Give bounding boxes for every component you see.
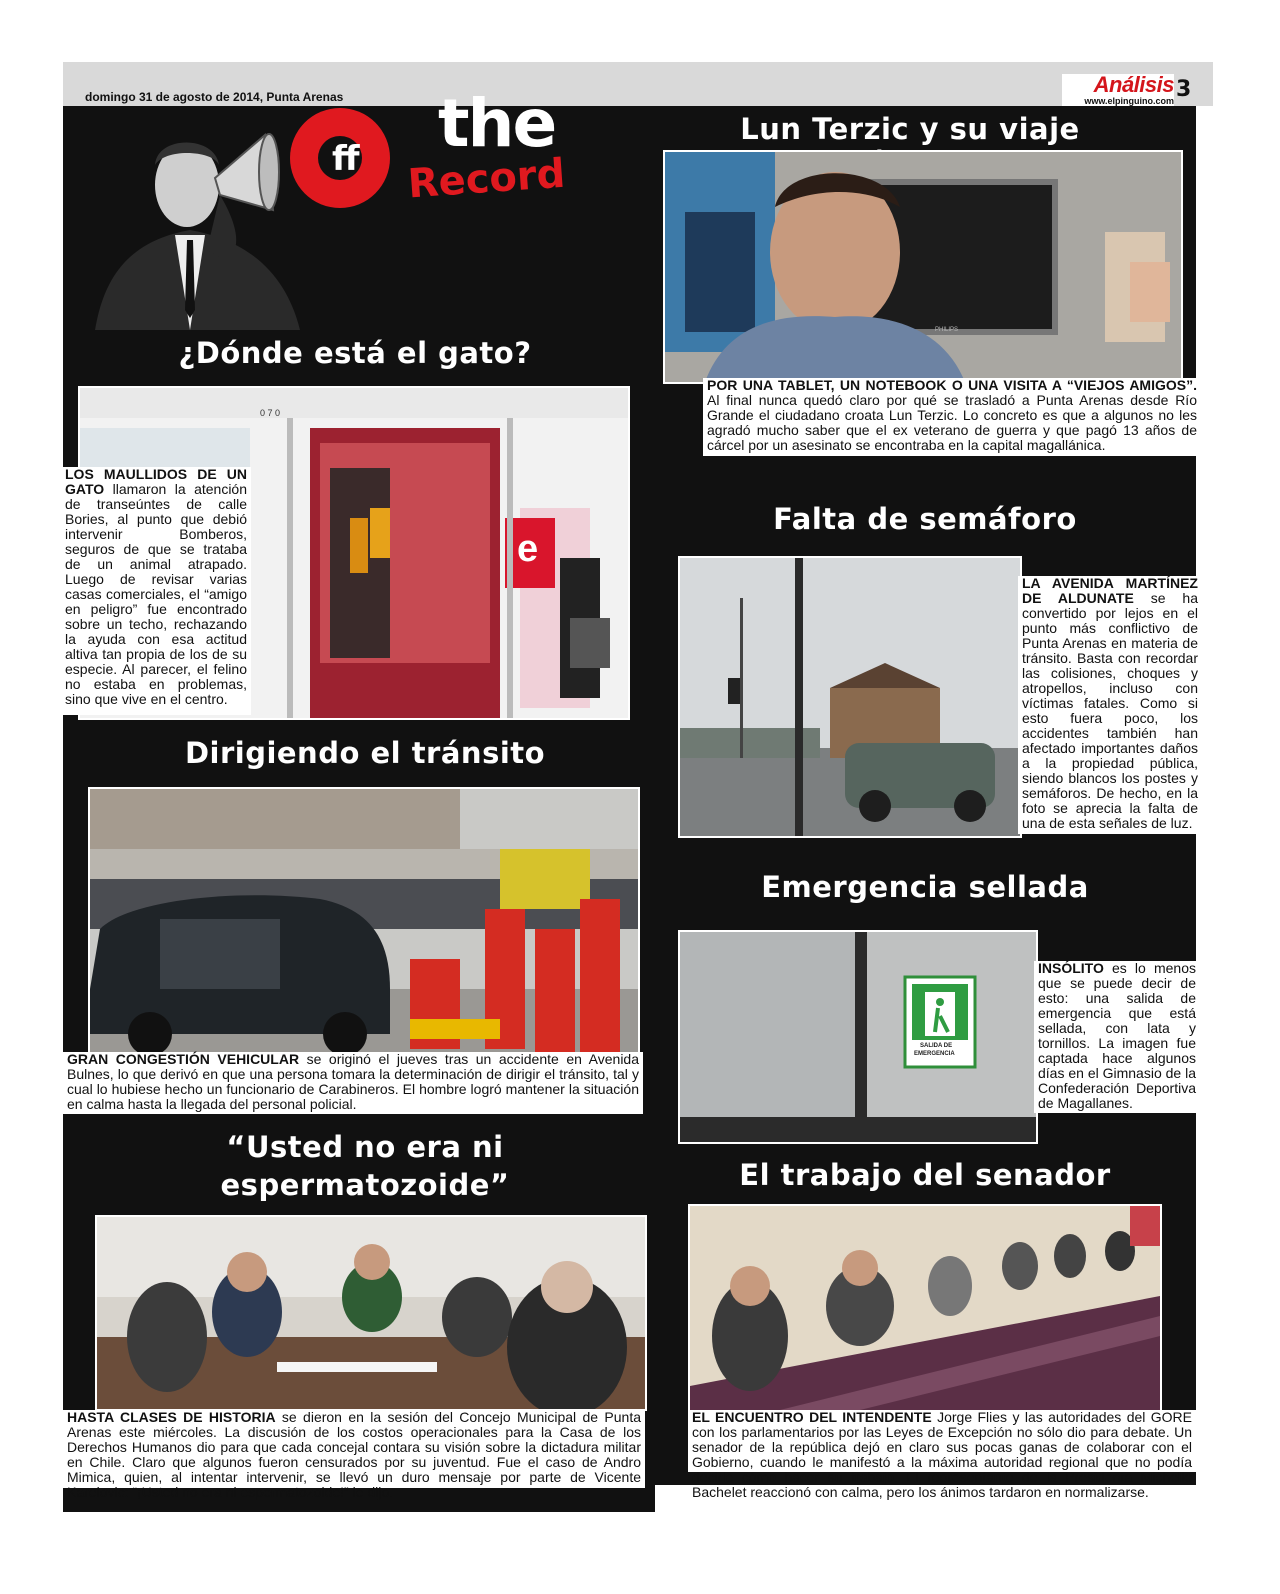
exit-sign-text-1: SALIDA DE xyxy=(920,1043,953,1049)
caption-gato xyxy=(63,467,251,715)
caption-semaforo-lead: LA AVENIDA MARTÍNEZ DE ALDUNATE xyxy=(1022,575,1198,606)
photo-council-meeting xyxy=(95,1215,647,1411)
headline-transito: Dirigiendo el tránsito xyxy=(184,736,546,770)
caption-transito xyxy=(63,1052,643,1114)
caption-senador-body: Jorge Flies y las autoridades del GORE con los parlamentarios por las Leyes de Excepción no sólo dio para debate. Un senador de la república dejó en claro sus pocas ganas de colaborar con el Gobierno, cuando le manifestó a la máxima autoridad regional que no podía decirle cómo hacer su trabajo. El representante de la Presidenta Michelle Bachelet reaccionó con calma, pero los ánimos tardaron en normalizarse. xyxy=(692,1409,1192,1500)
photo-accident-scene xyxy=(88,787,640,1056)
caption-semaforo-body: se ha convertido por lejos en el punto más conflictivo de Punta Arenas en materia de tránsito. Basta con recordar las colisiones, choques y atropellos, incluso con víctimas fatales. Como si esto fuera poco, los accidentes también han afectado importantes daños a la propiedad pública, siendo blancos los postes y semáforos. De hecho, en la foto se aprecia la falta de una de esta señales de luz. xyxy=(1022,590,1199,831)
photo-store-sign-letter: e xyxy=(517,528,539,570)
megaphone-man-illustration xyxy=(95,100,300,330)
caption-espermatozoide xyxy=(63,1409,645,1500)
caption-transito-lead: GRAN CONGESTIÓN VEHICULAR xyxy=(67,1051,300,1067)
caption-gato-lead: LOS MAULLIDOS DE UN GATO xyxy=(65,466,247,497)
caption-transito-body: se originó el jueves tras un accidente en Avenida Bulnes, lo que derivó en que una persona tomara la determinación de dirigir el tránsito, tal y cual lo hubiese hecho un funcionario de Carabineros. El hombre logró mantener la situación en calma hasta la llegada del personal policial. xyxy=(67,1051,639,1112)
headline-espermatozoide-line2: espermatozoide” xyxy=(220,1168,510,1202)
photo-store-sign-number: 0 7 0 xyxy=(260,408,281,418)
brand-name: Análisis xyxy=(1093,72,1174,97)
caption-terzic xyxy=(703,378,1201,456)
headline-emergencia: Emergencia sellada xyxy=(761,870,1089,904)
caption-emergencia xyxy=(1034,961,1198,1113)
headline-espermatozoide-line1: “Usted no era ni xyxy=(226,1130,504,1164)
caption-espermatozoide-lead: HASTA CLASES DE HISTORIA xyxy=(67,1409,276,1425)
caption-gato-body: llamaron la atención de transeúntes de calle Bories, al punto que debió intervenir Bomberos, seguros de que se trataba de un animal atrapado. Luego de revisar varias casas comerciales, el “amigo en peligro” fue encontrado sobre un techo, rechazando la ayuda con esa actitud altiva tan propia de los de su especie. Al parecer, el felino no estaba en problemas, sino que vive en el centro. xyxy=(65,481,247,707)
photo-meeting-table xyxy=(688,1204,1162,1412)
caption-espermatozoide-body: se dieron en la sesión del Concejo Municipal de Punta Arenas este miércoles. La discusión de los costos operacionales para la Casa de los Derechos Humanos dio para que cada concejal contara su visión sobre la dictadura militar en Chile. Claro que algunos fueron censurados por su juventud. Fue el caso de Andro Mimica, quien, al intentar intervenir, se llevó un duro mensaje por parte de Vicente Karelovic: “¡Usted no era ni espermatozoide!” le dijo. xyxy=(67,1409,642,1500)
page-number: 3 xyxy=(1176,77,1192,102)
exit-sign-text-2: EMERGENCIA xyxy=(914,1051,955,1057)
headline-terzic: Lun Terzic y su viaje xyxy=(740,112,1080,146)
caption-terzic-body: Al final nunca quedó claro por qué se trasladó a Punta Arenas desde Río Grande el ciudadano croata Lun Terzic. Lo concreto es que a algunos no les agradó mucho saber que el ex veterano de guerra y que pagó 13 años de cárcel por un asesinato se encontraba en la capital magallánica. xyxy=(707,392,1197,453)
headline-semaforo: Falta de semáforo xyxy=(773,502,1077,536)
brand-logo xyxy=(1062,74,1174,106)
photo-sealed-exit xyxy=(678,930,1038,1144)
caption-terzic-lead: POR UNA TABLET, UN NOTEBOOK O UNA VISITA A “VIEJOS AMIGOS”. xyxy=(707,377,1197,393)
caption-emergencia-body: es lo menos que se puede decir de esto: una salida de emergencia que está sellada, con lata y tornillos. La imagen fue captada hace algunos días en el Gimnasio de la Confederación Deportiva de Magallanes. xyxy=(1038,960,1196,1111)
photo-monitor-brand: PHILIPS xyxy=(935,327,959,333)
website-url: www.elpinguino.com xyxy=(1084,96,1174,106)
photo-street-intersection xyxy=(678,556,1022,838)
caption-senador xyxy=(688,1409,1196,1500)
headline-gato: ¿Dónde está el gato? xyxy=(178,336,532,370)
caption-semaforo xyxy=(1018,576,1200,834)
headline-espermatozoide xyxy=(100,1128,630,1204)
svg-text:ff: ff xyxy=(332,139,360,179)
caption-emergencia-lead: INSÓLITO xyxy=(1038,960,1104,976)
headline-senador: El trabajo del senador xyxy=(739,1158,1111,1192)
off-the-record-logo xyxy=(288,88,648,213)
date-line: domingo 31 de agosto de 2014, Punta Arenas xyxy=(85,90,344,104)
svg-text:the: the xyxy=(438,88,556,162)
photo-terzic-portrait xyxy=(663,150,1183,384)
svg-text:Record: Record xyxy=(406,150,567,208)
caption-senador-lead: EL ENCUENTRO DEL INTENDENTE xyxy=(692,1409,932,1425)
